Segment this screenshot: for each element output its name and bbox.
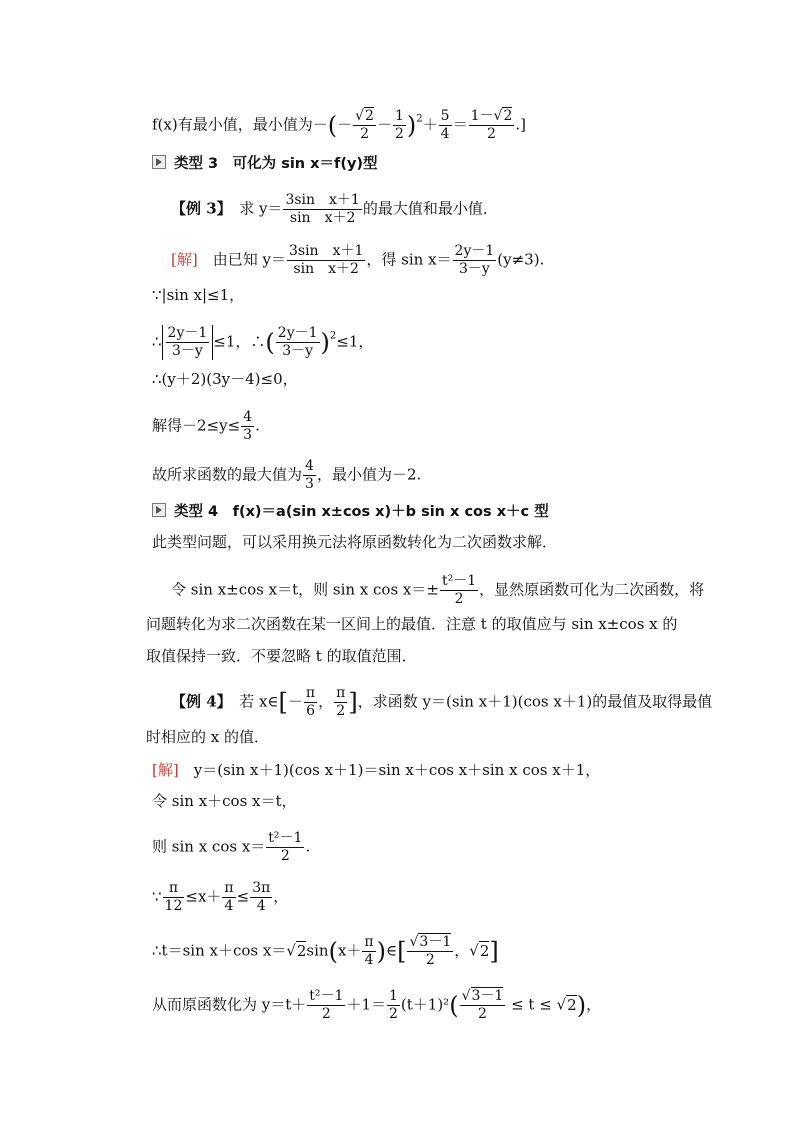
fraction (287, 243, 365, 278)
fraction (276, 325, 320, 360)
example-tag: 【例 3】 (171, 199, 225, 218)
solution-4-line-3 (152, 830, 310, 865)
sqrt-value: 2 (296, 941, 307, 960)
paren: ( (265, 328, 275, 357)
fraction (393, 108, 406, 143)
text-run: 若 x∈ (239, 692, 279, 711)
text-run: ∴ (152, 332, 162, 351)
exponent: 2 (329, 330, 337, 342)
fraction-num: π (163, 880, 185, 898)
text-run: 令 sin x＋cos x＝t， (152, 792, 297, 810)
text-run: ＋ (422, 115, 438, 134)
text-run: ≤1， (336, 332, 374, 351)
example-3-question (171, 192, 498, 227)
paren: ( (328, 937, 338, 966)
fraction (440, 573, 478, 608)
text-run: 解得－2≤y≤ (152, 416, 241, 435)
solution-4-line-4 (152, 880, 288, 915)
text-run: 则 sin x cos x＝ (152, 837, 266, 856)
solution-3-line-5 (152, 409, 260, 444)
text-run: ∈ (386, 941, 398, 960)
fraction (222, 880, 235, 915)
fraction-num: 4 (305, 458, 314, 474)
bracket: ] (348, 688, 358, 717)
fraction-num: π (305, 685, 316, 701)
text-run: y＝(sin x＋1)(cos x＋1)＝sin x＋cos x＋sin x cos x＋1， (193, 761, 601, 779)
fraction-num: t²－1 (268, 830, 303, 846)
sqrt-value: 2 (503, 108, 513, 124)
text-run: ，显然原函数可化为二次函数，将 (479, 580, 705, 599)
fraction-num: 1 (388, 988, 398, 1004)
fraction-num: 5 (440, 108, 450, 124)
solution-tag: [解] (152, 761, 179, 779)
text-run: x＋ (337, 941, 362, 960)
text-run: 的最大值和最小值． (362, 199, 498, 218)
solution-3-line-4 (152, 369, 298, 389)
fraction-den: 3－y (458, 261, 490, 277)
paren: ) (376, 937, 386, 966)
fraction (439, 108, 452, 143)
text-run: ＝ (452, 115, 468, 134)
text-run: ＋1＝ (346, 995, 386, 1014)
text-run: ≤1，∴ (213, 332, 266, 351)
fraction (307, 988, 345, 1023)
text-run: ， (273, 887, 289, 906)
section-heading-type3 (152, 154, 378, 174)
bracket: ] (489, 937, 499, 966)
solution-3-line-3 (152, 325, 373, 360)
sqrt-value: 3－1 (471, 988, 504, 1004)
text-run: ，求函数 y＝(sin x＋1)(cos x＋1)的最值及取得最值 (357, 692, 713, 711)
heading-label: 类型 3 (174, 156, 219, 172)
text-run: ，最小值为－2. (316, 465, 422, 484)
triangle-bullet-icon (152, 155, 166, 169)
fraction-den: 2 (454, 591, 464, 607)
fraction-num: 3π (252, 880, 271, 896)
fraction-den: 4 (440, 126, 450, 142)
section-heading-type4 (152, 502, 549, 522)
fraction-den: 4 (224, 898, 234, 914)
text-run: ∴(y＋2)(3y－4)≤0， (152, 370, 298, 388)
text-run: 故所求函数的最大值为 (152, 465, 303, 484)
fraction-num: 2y－1 (454, 243, 495, 259)
fraction (334, 685, 347, 720)
text-run: f(x)有最小值，最小值为－ (152, 115, 328, 134)
text-run: ， (454, 941, 470, 960)
paragraph-type4-intro (152, 532, 557, 552)
paragraph-substitution-line-2 (146, 614, 677, 634)
fraction (453, 243, 497, 278)
fraction (163, 880, 185, 915)
paren: ) (576, 991, 587, 1020)
text-run: .] (515, 115, 526, 134)
text-run: sin (306, 941, 329, 960)
example-4-question (171, 685, 712, 720)
fraction-num: 2y－1 (277, 325, 318, 341)
fraction (250, 880, 272, 915)
text-run: ∵|sin x|≤1， (152, 286, 245, 304)
fraction-num: π (364, 934, 374, 950)
fraction: $\frac{1-√2}{2}$ (470, 108, 513, 142)
solution-tag: [解] (171, 250, 198, 269)
text-run: (y≠3). (497, 250, 545, 269)
bracket: [ (278, 688, 288, 717)
paren: ) (320, 328, 330, 357)
text-run: 此类型问题，可以采用换元法将原函数转化为二次函数求解． (152, 533, 558, 551)
solution-4-line-6: 从而原函数化为 y＝t＋ $\frac{\text{t²－1}}{2}$ ＋1＝ $\frac{1}{2}$ (t＋1)²( $\frac{√3-1}{2}$ ≤ t ≤ √2)， (152, 988, 602, 1022)
example-4-question-line-2 (146, 727, 269, 747)
line-min-value: f(x)有最小值，最小值为－(－ $\frac{√2}{2}$ － $\frac{1}{2}$ )$^2$＋ $\frac{5}{4}$ ＝ $\frac{1-√2}{2}$ .] (152, 108, 526, 142)
fraction-den: 3－y (172, 343, 203, 359)
fraction (166, 325, 210, 360)
sqrt-value: 2 (365, 108, 374, 124)
fraction-den: 2 (360, 126, 369, 142)
bracket: [ (397, 937, 407, 966)
fraction-den: 2 (477, 1006, 487, 1022)
fraction (303, 458, 316, 493)
text-run: ∴t＝sin x＋cos x＝ (152, 941, 287, 960)
fraction-den: 2 (487, 126, 496, 142)
text-run: 问题转化为求二次函数在某一区间上的最值．注意 t 的取值应与 sin x±cos x 的 (146, 615, 678, 633)
fraction-num: 3sin x＋1 (288, 243, 364, 259)
fraction-den: 4 (256, 898, 266, 914)
fraction-num: 4 (243, 409, 253, 425)
fraction-den: 2 (425, 952, 435, 968)
fraction-den: 4 (364, 952, 374, 968)
fraction-den: 2 (388, 1006, 398, 1022)
fraction-num: π (336, 685, 346, 701)
text-run: ， (318, 692, 334, 711)
solution-3-line-1 (171, 243, 544, 278)
text-run: ∵ (152, 887, 162, 906)
fraction-num: 2y－1 (167, 325, 208, 341)
heading-title: 可化为 sin x＝f(y)型 (232, 156, 378, 172)
fraction: $\frac{√3-1}{2}$ (461, 988, 504, 1022)
fraction-num: 3sin x＋1 (285, 192, 360, 208)
fraction (362, 934, 375, 969)
fraction-den: 12 (164, 898, 183, 914)
sqrt-value: 3－1 (419, 934, 452, 950)
text-run: 取值保持一致．不要忽略 t 的取值范围． (146, 647, 417, 665)
text-run: 令 sin x±cos x＝t，则 sin x cos x＝± (171, 580, 439, 599)
heading-label: 类型 4 (174, 504, 219, 520)
text-run: 从而原函数化为 y＝t＋ (152, 995, 307, 1014)
fraction-den: 2 (280, 848, 290, 864)
text-run: ≤ (236, 887, 250, 906)
text-run: . (255, 416, 260, 435)
fraction-den: sin x＋2 (289, 210, 356, 226)
sqrt-value: 2 (479, 941, 490, 960)
example-tag: 【例 4】 (171, 692, 225, 711)
fraction-num: t²－1 (309, 988, 344, 1004)
fraction-den: 3 (305, 476, 314, 492)
solution-3-conclusion (152, 458, 421, 493)
fraction-den: 2 (394, 126, 404, 142)
paren: ( (327, 111, 338, 140)
fraction-den: 3 (243, 427, 253, 443)
text-run: 求 y＝ (239, 199, 283, 218)
fraction-den: 6 (306, 703, 315, 719)
fraction (387, 988, 400, 1023)
text-run: 1－ (470, 108, 494, 124)
text-run: (t＋1)² (400, 995, 450, 1014)
fraction-den: sin x＋2 (293, 261, 359, 277)
solution-4-line-1 (152, 760, 600, 780)
fraction (241, 409, 254, 444)
paragraph-substitution-line-3 (146, 646, 417, 666)
solution-4-line-2 (152, 791, 297, 811)
fraction: $\frac{√3-1}{2}$ (409, 934, 452, 968)
fraction-den: 3－y (282, 343, 314, 359)
text-run: ， (586, 995, 602, 1014)
fraction-num: t²－1 (441, 573, 477, 589)
text-run: ≤ t ≤ (506, 995, 557, 1014)
text-run: 由已知 y＝ (212, 250, 286, 269)
exponent: 2 (416, 113, 423, 125)
fraction: $\frac{√2}{2}$ (355, 108, 374, 142)
paren: ) (406, 111, 417, 140)
fraction (266, 830, 304, 865)
fraction-den: 2 (321, 1006, 331, 1022)
fraction-num: 1 (394, 108, 404, 124)
heading-title: f(x)＝a(sin x±cos x)＋b sin x cos x＋c 型 (232, 504, 549, 520)
solution-4-line-5: ∴t＝sin x＋cos x＝√2sin(x＋ $\frac{\pi}{4}$ )∈[ $\frac{√3-1}{2}$ ，√2] (152, 934, 499, 968)
text-run: 时相应的 x 的值． (146, 728, 269, 746)
text-run: . (305, 837, 311, 856)
triangle-bullet-icon (152, 503, 166, 517)
text-run: ，得 sin x＝ (366, 250, 452, 269)
text-run: － (287, 692, 303, 711)
sqrt-value: 2 (567, 995, 577, 1014)
solution-3-line-2 (152, 285, 244, 305)
text-run: ≤x＋ (185, 887, 222, 906)
paren: ( (449, 991, 459, 1020)
text-run: － (337, 115, 353, 134)
absolute-value (162, 325, 214, 360)
paragraph-substitution-line-1 (171, 573, 704, 608)
fraction (304, 685, 317, 720)
fraction-den: 2 (336, 703, 346, 719)
fraction-num: π (224, 880, 234, 896)
fraction (283, 192, 361, 227)
